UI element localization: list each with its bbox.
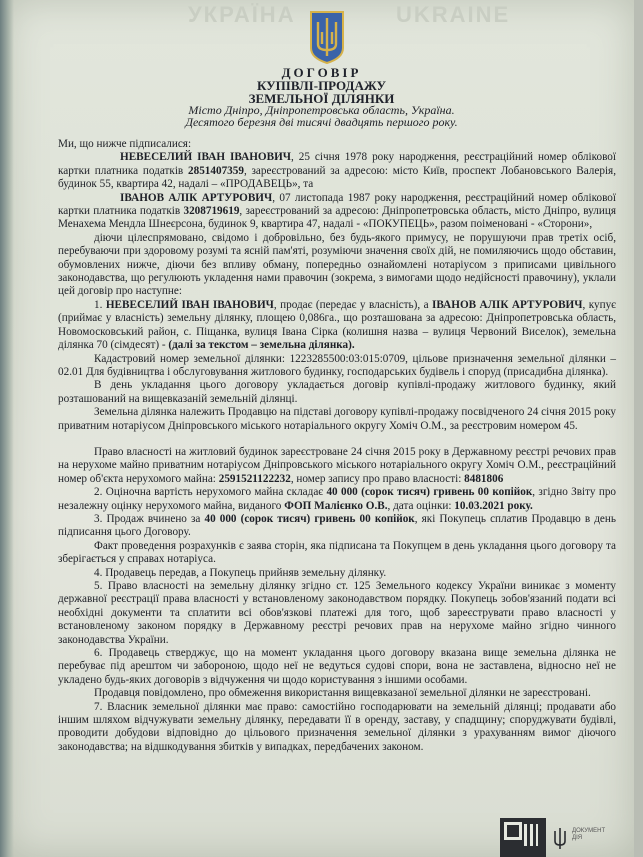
belongs-paragraph: Земельна ділянка належить Продавцю на підставі договору купівлі-продажу посвідченого 24 січня 2015 року приватним нотаріусом Дніпровського міського нотаріального округу Хоміч О.М., за реєстровим номером 45. (58, 406, 617, 432)
notified-paragraph: Продавця повідомлено, про обмеження використання вищевказаної земельної ділянки не зареєстровані. (94, 687, 591, 700)
seller-name: НЕВЕСЕЛИЙ ІВАН ІВАНОВИЧ (120, 151, 292, 164)
buyer-paragraph: ІВАНОВ АЛІК АРТУРОВИЧ, 07 листопада 1987 року народження, реєстраційний номер облікової картки платника податків 3208719619, зареєстрований за адресою: Дніпропетровська область, місто Дніпро, вулиця Менахема Мендла Шнеєрсона, будинок 9, квартира 47, надалі - «ПОКУПЕЦЬ», разом поіменовані - «Сторони», (58, 191, 616, 231)
trident-emblem-icon (308, 10, 346, 64)
title-line-2: КУПІВЛІ-ПРОДАЖУ (256, 78, 387, 93)
clause-5: 5. Право власності на земельну ділянку згідно ст. 125 Земельного кодексу України виникає з моменту державної реєстрації права власності у встановленому законодавством порядку. Покупець зобов'язаний подати всі необхідні документи та сплатити всі обов'язкові платежі для того, щоб зареєструвати право власності у встановленому законом порядку в Державному реєстрі речових прав на нерухоме майно згідно чинного законодавства України. (58, 580, 616, 646)
ownership-paragraph: Право власності на житловий будинок зареєстроване 24 січня 2015 року в Державному реєстрі речових прав на нерухоме майно приватним нотаріусом Дніпровського міського нотаріального округу Хоміч О.М., реєстраційний номер об'єкта нерухомого майна: 2591521122232, номер запису про право власності: 8481806 (58, 445, 616, 485)
watermark-left: УКРАЇНА (188, 2, 296, 27)
clause-7: 7. Власник земельної ділянки має право: самостійно господарювати на земельній ділянці; продавати або іншим шляхом відчужувати земельну ділянку, передавати її в оренду, заставу, у спадщину; споруджувати будівлі, проводити добудови відповідно до цільового призначення земельної ділянки з урахуванням вимог діючого законодавства; на відшкодування збитків у випадках, передбачених законом. (58, 700, 616, 753)
fact-paragraph: Факт проведення розрахунків є заява сторін, яка підписана та Покупцем в день укладання цього договору та зберігається у справах нотаріуса. (58, 539, 616, 566)
contract-body (58, 138, 616, 754)
document-badge: ДОКУМЕНТ ДІЯ (572, 828, 606, 841)
date-line: Десятого березня дві тисячі двадцять першого року. (185, 115, 458, 129)
city-line: Місто Дніпро, Дніпропетровська область, Україна. (188, 103, 455, 117)
small-trident-icon (552, 826, 568, 850)
seller-paragraph: НЕВЕСЕЛИЙ ІВАН ІВАНОВИЧ, 25 січня 1978 року народження, реєстраційний номер облікової картки платника податків 2851407359, зареєстрований за адресою: місто Київ, проспект Лобановського Валерія, будинок 55, квартира 42, надалі – «ПРОДАВЕЦЬ», та (58, 151, 617, 191)
intro-paragraph: Ми, що нижче підписалися: (58, 138, 192, 150)
clause-4: 4. Продавець передав, а Покупець прийняв земельну ділянку. (94, 566, 387, 579)
watermark-right: UKRAINE (396, 2, 511, 27)
acting-paragraph: діючи цілеспрямовано, свідомо і добровільно, без будь-якого примусу, не порушуючи прав третіх осіб, перебуваючи при здоровому розумі та ясній пам'яті, розуміючи значення своїх дій, не помиляючись щодо обставин, обумовлених нижче, діючи без впливу обману, попередньо ознайомлені нотаріусом з приписами цивільного законодавства, що регулюють укладення нами правочин (зокрема, з вимогами щодо недійсності правочину), уклали цей договір про наступне: (58, 231, 616, 298)
clause-3: 3. Продаж вчинено за 40 000 (сорок тисяч) гривень 00 копійок, які Покупець сплатив Продавцю в день підписання цього Договору. (58, 512, 616, 539)
title-line-3: ЗЕМЕЛЬНОЇ ДІЛЯНКИ (248, 91, 395, 106)
clause-6: 6. Продавець стверджує, що на момент укладання цього договору вказана вище земельна ділянка не перебуває під арештом чи забороною, щодо неї не ведуться судові спори, вона не заставлена, відносно неї не укладено будь-яких договорів з відчуження чи щодо користування з іншими особами. (58, 647, 616, 686)
same-day-paragraph: В день укладання цього договору укладається договір купівлі-продажу житлового будинку, який розташований на вищевказаній земельній ділянці. (58, 379, 616, 405)
seller-tax-number: 2851407359 (188, 164, 244, 177)
clause-1: 1. НЕВЕСЕЛИЙ ІВАН ІВАНОВИЧ, продає (передає у власність), а ІВАНОВ АЛІК АРТУРОВИЧ, купує (приймає у власність) земельну ділянку, площею 0,086га., що розташована за адресою: Дніпропетровська область, Новомосковський район, с. Піщанка, вулиця Івана Сірка (колишня назва – вулиця Червоний Виселок), земельна ділянка 70 (сімдесят) - (далі за текстом – земельна ділянка). (58, 298, 616, 352)
buyer-name: ІВАНОВ АЛІК АРТУРОВИЧ (120, 191, 273, 204)
title-line-1: ДОГОВІР (281, 65, 362, 80)
clause-2: 2. Оціночна вартість нерухомого майна складає 40 000 (сорок тисяч) гривень 00 копійок, згідно Звіту про незалежну оцінку нерухомого майна, виданого ФОП Малієнко О.В., дата оцінки: 10.03.2021 року. (58, 486, 617, 512)
qr-code-icon (500, 818, 546, 857)
buyer-tax-number: 3208719619 (183, 205, 240, 218)
cadastral-paragraph: Кадастровий номер земельної ділянки: 1223285500:03:015:0709, цільове призначення земельної ділянки – 02.01 Для будівництва і обслуговування житлового будинку, господарських будівель і споруд (присадибна ділянка). (58, 352, 616, 378)
